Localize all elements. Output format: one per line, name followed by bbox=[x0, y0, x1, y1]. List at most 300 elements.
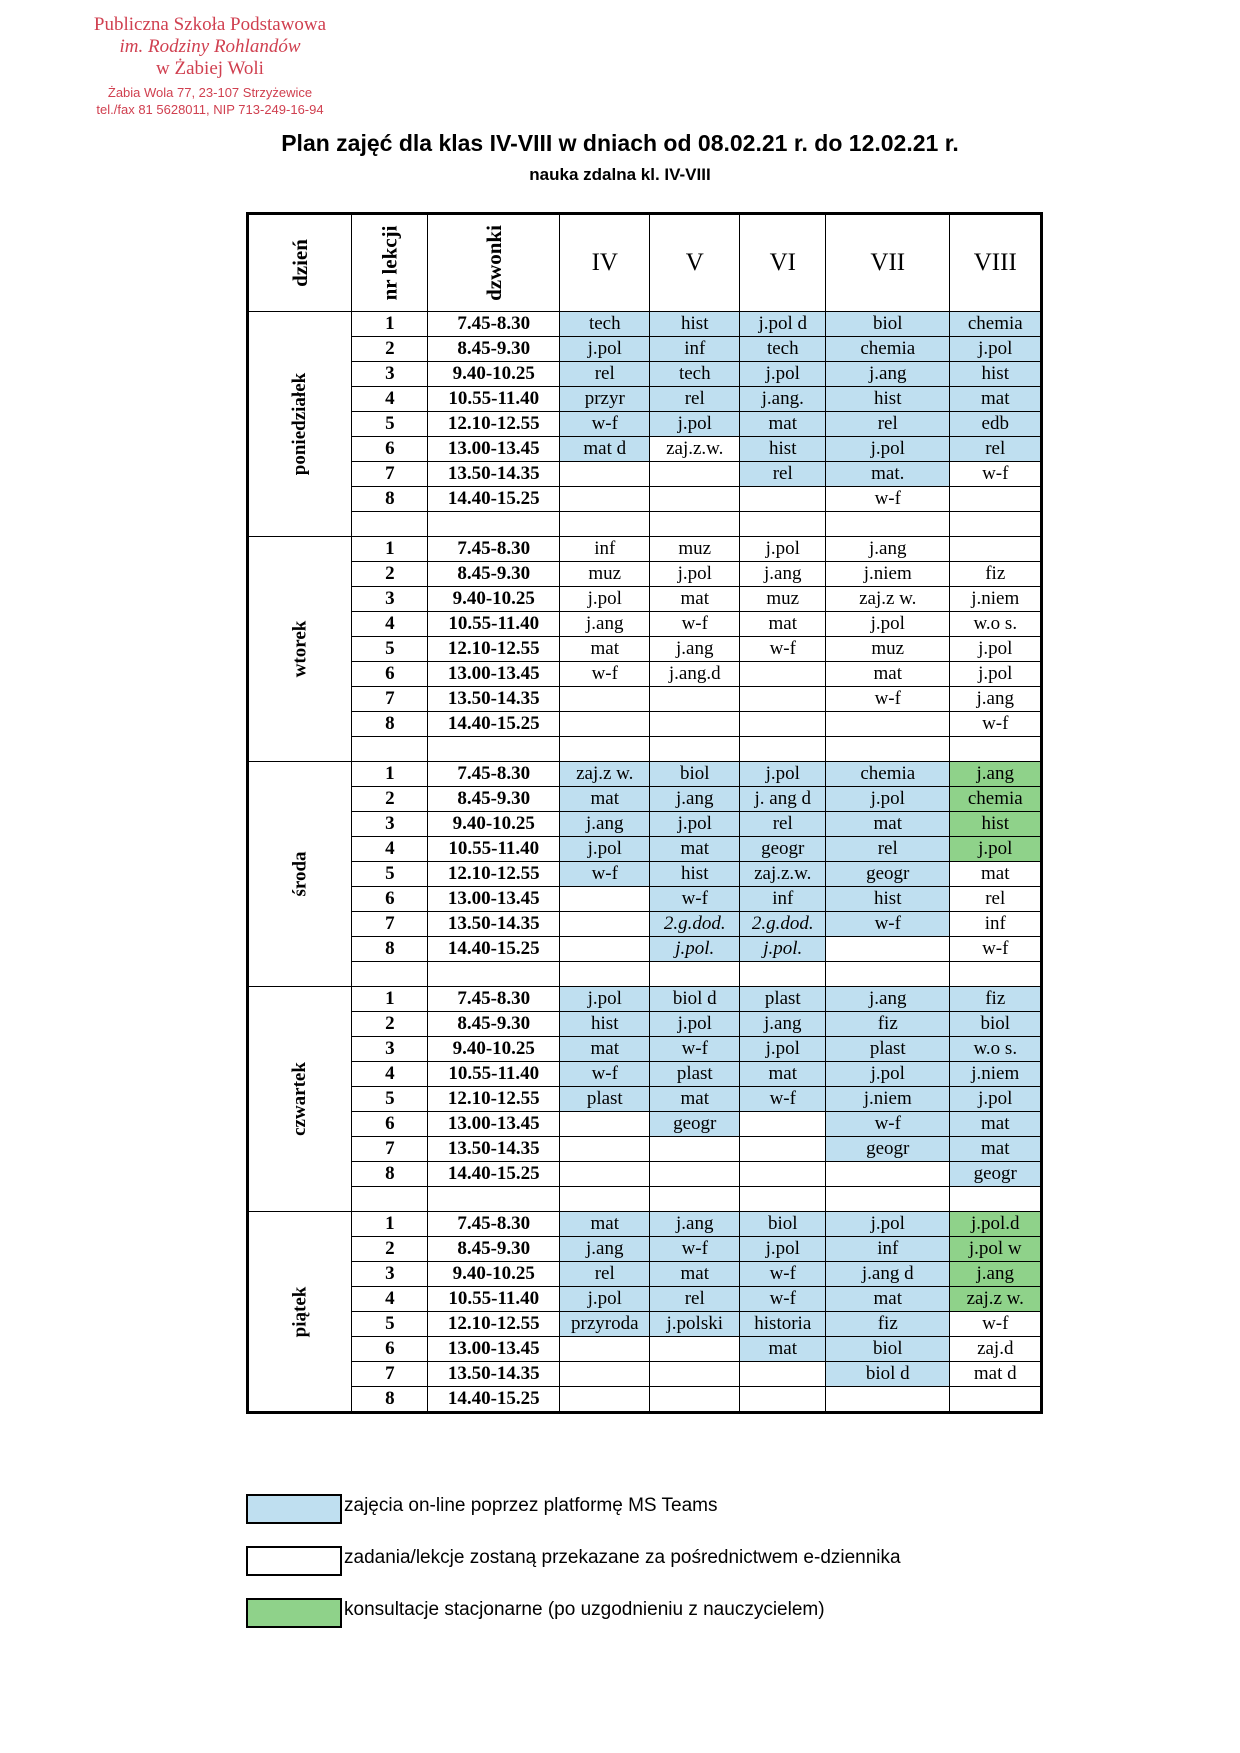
subject-cell: hist bbox=[950, 362, 1042, 387]
subject-cell: w-f bbox=[650, 887, 740, 912]
lesson-number: 8 bbox=[352, 937, 428, 962]
subject-cell: fiz bbox=[826, 1012, 950, 1037]
subject-cell bbox=[560, 1362, 650, 1387]
table-row bbox=[248, 337, 1042, 362]
lesson-number: 2 bbox=[352, 337, 428, 362]
subject-cell bbox=[740, 1137, 826, 1162]
lesson-time: 10.55-11.40 bbox=[428, 612, 560, 637]
empty-cell bbox=[428, 512, 560, 537]
subject-cell: j.ang bbox=[826, 537, 950, 562]
lesson-time: 12.10-12.55 bbox=[428, 862, 560, 887]
lesson-number: 7 bbox=[352, 687, 428, 712]
lesson-time: 10.55-11.40 bbox=[428, 837, 560, 862]
lesson-time: 7.45-8.30 bbox=[428, 987, 560, 1012]
table-row bbox=[248, 562, 1042, 587]
subject-cell: j.ang bbox=[950, 687, 1042, 712]
subject-cell: rel bbox=[740, 812, 826, 837]
header-bells: dzwonki bbox=[428, 214, 560, 312]
table-row bbox=[248, 662, 1042, 687]
subject-cell: w-f bbox=[740, 1262, 826, 1287]
subject-cell bbox=[740, 1387, 826, 1413]
table-row bbox=[248, 587, 1042, 612]
subject-cell bbox=[650, 462, 740, 487]
subject-cell: fiz bbox=[950, 987, 1042, 1012]
subject-cell: w-f bbox=[950, 462, 1042, 487]
lesson-number: 4 bbox=[352, 837, 428, 862]
subject-cell: geogr bbox=[650, 1112, 740, 1137]
subject-cell: mat d bbox=[560, 437, 650, 462]
subject-cell bbox=[740, 712, 826, 737]
subject-cell: geogr bbox=[826, 862, 950, 887]
subject-cell bbox=[560, 1337, 650, 1362]
subject-cell: chemia bbox=[826, 337, 950, 362]
subject-cell: w-f bbox=[950, 712, 1042, 737]
subject-cell: plast bbox=[740, 987, 826, 1012]
empty-cell bbox=[650, 737, 740, 762]
subject-cell: mat bbox=[950, 1137, 1042, 1162]
legend-label: konsultacje stacjonarne (po uzgodnieniu z nauczycielem) bbox=[344, 1599, 825, 1620]
subject-cell: inf bbox=[560, 537, 650, 562]
subject-cell: mat bbox=[650, 1262, 740, 1287]
lesson-number: 5 bbox=[352, 1087, 428, 1112]
lesson-time: 8.45-9.30 bbox=[428, 1012, 560, 1037]
subject-cell: tech bbox=[560, 312, 650, 337]
subject-cell: biol bbox=[826, 1337, 950, 1362]
subject-cell: mat bbox=[650, 837, 740, 862]
empty-cell bbox=[352, 1187, 428, 1212]
lesson-number: 6 bbox=[352, 1112, 428, 1137]
header-class-iv: IV bbox=[560, 214, 650, 312]
subject-cell: w-f bbox=[950, 937, 1042, 962]
subject-cell: rel bbox=[826, 412, 950, 437]
subject-cell: rel bbox=[826, 837, 950, 862]
subject-cell: hist bbox=[826, 887, 950, 912]
header-day: dzień bbox=[248, 214, 352, 312]
table-row bbox=[248, 412, 1042, 437]
stamp-line-contact: tel./fax 81 5628011, NIP 713-249-16-94 bbox=[96, 102, 324, 117]
lesson-time: 9.40-10.25 bbox=[428, 1262, 560, 1287]
subject-cell: j.pol. bbox=[740, 937, 826, 962]
school-stamp bbox=[60, 14, 360, 118]
lesson-time: 13.50-14.35 bbox=[428, 1362, 560, 1387]
subject-cell: biol d bbox=[650, 987, 740, 1012]
day-label: środa bbox=[248, 762, 352, 987]
subject-cell: 2.g.dod. bbox=[650, 912, 740, 937]
subject-cell: mat bbox=[560, 787, 650, 812]
table-row bbox=[248, 1337, 1042, 1362]
table-row bbox=[248, 362, 1042, 387]
lesson-number: 4 bbox=[352, 1062, 428, 1087]
table-row bbox=[248, 312, 1042, 337]
lesson-time: 12.10-12.55 bbox=[428, 1312, 560, 1337]
subject-cell: hist bbox=[560, 1012, 650, 1037]
subject-cell: inf bbox=[950, 912, 1042, 937]
subject-cell: j.pol bbox=[740, 362, 826, 387]
subject-cell bbox=[560, 887, 650, 912]
subject-cell: biol bbox=[650, 762, 740, 787]
subject-cell: j.ang d bbox=[826, 1262, 950, 1287]
empty-cell bbox=[650, 512, 740, 537]
subject-cell: rel bbox=[740, 462, 826, 487]
header-class-vii: VII bbox=[826, 214, 950, 312]
subject-cell: inf bbox=[740, 887, 826, 912]
subject-cell: plast bbox=[650, 1062, 740, 1087]
stamp-line-school: Publiczna Szkoła Podstawowa bbox=[93, 14, 327, 35]
table-row bbox=[248, 1162, 1042, 1187]
subject-cell: mat. bbox=[826, 462, 950, 487]
subject-cell: j. ang d bbox=[740, 787, 826, 812]
subject-cell: mat bbox=[950, 387, 1042, 412]
subject-cell: mat bbox=[560, 1212, 650, 1237]
subject-cell: j.pol bbox=[950, 662, 1042, 687]
lesson-number: 2 bbox=[352, 1237, 428, 1262]
subject-cell: 2.g.dod. bbox=[740, 912, 826, 937]
table-row bbox=[248, 687, 1042, 712]
subject-cell bbox=[740, 687, 826, 712]
empty-cell bbox=[740, 962, 826, 987]
page-title: Plan zajęć dla klas IV-VIII w dniach od 08.02.21 r. do 12.02.21 r. bbox=[281, 130, 959, 156]
subject-cell: j.pol w bbox=[950, 1237, 1042, 1262]
day-separator-row bbox=[248, 962, 1042, 987]
subject-cell: mat bbox=[560, 637, 650, 662]
empty-cell bbox=[826, 512, 950, 537]
subject-cell bbox=[560, 912, 650, 937]
subject-cell: mat bbox=[740, 612, 826, 637]
lesson-time: 14.40-15.25 bbox=[428, 487, 560, 512]
lesson-number: 7 bbox=[352, 1362, 428, 1387]
subject-cell: j.ang bbox=[650, 1212, 740, 1237]
subject-cell: w-f bbox=[560, 862, 650, 887]
subject-cell: j.pol bbox=[826, 1212, 950, 1237]
subject-cell bbox=[826, 1387, 950, 1413]
lesson-number: 2 bbox=[352, 1012, 428, 1037]
subject-cell bbox=[560, 487, 650, 512]
subject-cell bbox=[950, 537, 1042, 562]
subject-cell: mat bbox=[740, 412, 826, 437]
stamp-line-address: Żabia Wola 77, 23-107 Strzyżewice bbox=[107, 85, 313, 100]
subject-cell: j.pol bbox=[950, 837, 1042, 862]
subject-cell bbox=[826, 937, 950, 962]
table-row bbox=[248, 437, 1042, 462]
subject-cell: j.pol bbox=[650, 562, 740, 587]
empty-cell bbox=[950, 512, 1042, 537]
lesson-time: 9.40-10.25 bbox=[428, 812, 560, 837]
lesson-number: 6 bbox=[352, 662, 428, 687]
lesson-time: 8.45-9.30 bbox=[428, 787, 560, 812]
subject-cell: w-f bbox=[826, 687, 950, 712]
subject-cell: j.pol bbox=[950, 1087, 1042, 1112]
lesson-number: 5 bbox=[352, 412, 428, 437]
table-row bbox=[248, 462, 1042, 487]
header-class-v: V bbox=[650, 214, 740, 312]
table-row bbox=[248, 1137, 1042, 1162]
subject-cell bbox=[650, 712, 740, 737]
subject-cell: w-f bbox=[560, 412, 650, 437]
subject-cell bbox=[560, 937, 650, 962]
subject-cell bbox=[950, 487, 1042, 512]
lesson-number: 1 bbox=[352, 537, 428, 562]
lesson-time: 9.40-10.25 bbox=[428, 587, 560, 612]
lesson-time: 14.40-15.25 bbox=[428, 1162, 560, 1187]
lesson-number: 5 bbox=[352, 637, 428, 662]
lesson-time: 14.40-15.25 bbox=[428, 937, 560, 962]
subject-cell: hist bbox=[740, 437, 826, 462]
table-row bbox=[248, 1287, 1042, 1312]
header-lesson-number: nr lekcji bbox=[352, 214, 428, 312]
subject-cell: j.ang.d bbox=[650, 662, 740, 687]
subject-cell: j.pol bbox=[740, 762, 826, 787]
subject-cell: j.pol bbox=[650, 1012, 740, 1037]
table-row bbox=[248, 712, 1042, 737]
table-row bbox=[248, 862, 1042, 887]
subject-cell: j.pol bbox=[560, 987, 650, 1012]
subject-cell: zaj.z.w. bbox=[740, 862, 826, 887]
subject-cell: w.o s. bbox=[950, 612, 1042, 637]
stamp-line-town: w Żabiej Woli bbox=[156, 58, 264, 79]
subject-cell: j.ang. bbox=[740, 387, 826, 412]
subject-cell: mat bbox=[950, 862, 1042, 887]
subject-cell: w-f bbox=[826, 912, 950, 937]
subject-cell bbox=[650, 1387, 740, 1413]
lesson-time: 7.45-8.30 bbox=[428, 1212, 560, 1237]
subject-cell: zaj.z w. bbox=[826, 587, 950, 612]
lesson-number: 5 bbox=[352, 862, 428, 887]
table-row bbox=[248, 537, 1042, 562]
subject-cell: w-f bbox=[826, 1112, 950, 1137]
subject-cell: w-f bbox=[650, 1037, 740, 1062]
legend-swatch bbox=[246, 1494, 342, 1524]
subject-cell: chemia bbox=[950, 787, 1042, 812]
lesson-number: 8 bbox=[352, 1387, 428, 1413]
lesson-number: 8 bbox=[352, 487, 428, 512]
lesson-time: 7.45-8.30 bbox=[428, 537, 560, 562]
subject-cell bbox=[650, 1337, 740, 1362]
subject-cell bbox=[650, 487, 740, 512]
subject-cell bbox=[560, 462, 650, 487]
lesson-number: 8 bbox=[352, 712, 428, 737]
subject-cell: mat bbox=[740, 1062, 826, 1087]
table-row bbox=[248, 1237, 1042, 1262]
table-row bbox=[248, 837, 1042, 862]
table-row bbox=[248, 1312, 1042, 1337]
lesson-time: 12.10-12.55 bbox=[428, 637, 560, 662]
lesson-time: 12.10-12.55 bbox=[428, 412, 560, 437]
table-row bbox=[248, 1062, 1042, 1087]
empty-cell bbox=[740, 737, 826, 762]
subject-cell: j.polski bbox=[650, 1312, 740, 1337]
subject-cell bbox=[560, 1387, 650, 1413]
lesson-number: 4 bbox=[352, 612, 428, 637]
subject-cell: rel bbox=[650, 387, 740, 412]
empty-cell bbox=[352, 737, 428, 762]
subject-cell: j.pol bbox=[560, 1287, 650, 1312]
subject-cell bbox=[560, 712, 650, 737]
legend-label: zadania/lekcje zostaną przekazane za pośrednictwem e-dziennika bbox=[344, 1547, 901, 1568]
table-row bbox=[248, 762, 1042, 787]
empty-cell bbox=[950, 962, 1042, 987]
subject-cell: w-f bbox=[826, 487, 950, 512]
subject-cell: mat d bbox=[950, 1362, 1042, 1387]
subject-cell bbox=[740, 487, 826, 512]
lesson-time: 7.45-8.30 bbox=[428, 312, 560, 337]
legend-swatch bbox=[246, 1598, 342, 1628]
table-row bbox=[248, 387, 1042, 412]
empty-cell bbox=[950, 1187, 1042, 1212]
empty-cell bbox=[950, 737, 1042, 762]
header-class-vi: VI bbox=[740, 214, 826, 312]
empty-cell bbox=[740, 512, 826, 537]
subject-cell: j.ang bbox=[826, 362, 950, 387]
lesson-time: 8.45-9.30 bbox=[428, 562, 560, 587]
subject-cell: zaj.z w. bbox=[950, 1287, 1042, 1312]
subject-cell: tech bbox=[650, 362, 740, 387]
subject-cell: plast bbox=[826, 1037, 950, 1062]
day-separator-row bbox=[248, 737, 1042, 762]
lesson-time: 12.10-12.55 bbox=[428, 1087, 560, 1112]
subject-cell: fiz bbox=[950, 562, 1042, 587]
lesson-time: 10.55-11.40 bbox=[428, 1287, 560, 1312]
subject-cell: mat bbox=[826, 662, 950, 687]
lesson-number: 7 bbox=[352, 912, 428, 937]
subject-cell: mat bbox=[740, 1337, 826, 1362]
subject-cell: rel bbox=[950, 437, 1042, 462]
subject-cell bbox=[650, 1162, 740, 1187]
table-row bbox=[248, 1037, 1042, 1062]
subject-cell: j.pol bbox=[740, 1237, 826, 1262]
subject-cell: mat bbox=[650, 587, 740, 612]
subject-cell: j.pol.d bbox=[950, 1212, 1042, 1237]
subject-cell: j.pol bbox=[950, 337, 1042, 362]
subject-cell: hist bbox=[826, 387, 950, 412]
table-row bbox=[248, 937, 1042, 962]
day-separator-row bbox=[248, 1187, 1042, 1212]
subject-cell: w-f bbox=[560, 662, 650, 687]
subject-cell: biol bbox=[950, 1012, 1042, 1037]
lesson-number: 5 bbox=[352, 1312, 428, 1337]
subject-cell: w-f bbox=[740, 1287, 826, 1312]
subject-cell: j.niem bbox=[826, 562, 950, 587]
table-row bbox=[248, 912, 1042, 937]
subject-cell: j.pol bbox=[950, 637, 1042, 662]
subject-cell: w.o s. bbox=[950, 1037, 1042, 1062]
empty-cell bbox=[650, 962, 740, 987]
subject-cell bbox=[826, 712, 950, 737]
legend-swatch bbox=[246, 1546, 342, 1576]
subject-cell bbox=[740, 1162, 826, 1187]
lesson-number: 6 bbox=[352, 887, 428, 912]
lesson-time: 13.00-13.45 bbox=[428, 662, 560, 687]
subject-cell bbox=[740, 662, 826, 687]
subject-cell: muz bbox=[826, 637, 950, 662]
stamp-line-patron: im. Rodziny Rohlandów bbox=[119, 36, 301, 57]
subject-cell: j.niem bbox=[826, 1087, 950, 1112]
subject-cell: j.pol bbox=[560, 837, 650, 862]
subject-cell: j.ang bbox=[740, 1012, 826, 1037]
subject-cell: j.pol bbox=[740, 1037, 826, 1062]
lesson-number: 3 bbox=[352, 812, 428, 837]
lesson-time: 8.45-9.30 bbox=[428, 337, 560, 362]
subject-cell bbox=[650, 687, 740, 712]
lesson-number: 1 bbox=[352, 762, 428, 787]
table-row bbox=[248, 787, 1042, 812]
header-class-viii: VIII bbox=[950, 214, 1042, 312]
empty-cell bbox=[428, 1187, 560, 1212]
empty-cell bbox=[560, 1187, 650, 1212]
subject-cell: muz bbox=[560, 562, 650, 587]
subject-cell: mat bbox=[650, 1087, 740, 1112]
table-row bbox=[248, 612, 1042, 637]
subject-cell: j.pol bbox=[650, 812, 740, 837]
subject-cell: fiz bbox=[826, 1312, 950, 1337]
lesson-number: 7 bbox=[352, 462, 428, 487]
subject-cell: j.pol bbox=[650, 412, 740, 437]
subject-cell: chemia bbox=[950, 312, 1042, 337]
table-row bbox=[248, 1387, 1042, 1413]
table-row bbox=[248, 1087, 1042, 1112]
lesson-number: 2 bbox=[352, 787, 428, 812]
lesson-number: 1 bbox=[352, 1212, 428, 1237]
subject-cell bbox=[560, 687, 650, 712]
empty-cell bbox=[352, 962, 428, 987]
subject-cell: j.pol bbox=[826, 787, 950, 812]
lesson-time: 10.55-11.40 bbox=[428, 1062, 560, 1087]
subject-cell: mat bbox=[560, 1037, 650, 1062]
subject-cell: geogr bbox=[740, 837, 826, 862]
subject-cell: mat bbox=[950, 1112, 1042, 1137]
table-row bbox=[248, 987, 1042, 1012]
lesson-number: 1 bbox=[352, 312, 428, 337]
subject-cell: geogr bbox=[826, 1137, 950, 1162]
empty-cell bbox=[826, 737, 950, 762]
lesson-time: 10.55-11.40 bbox=[428, 387, 560, 412]
subject-cell bbox=[560, 1137, 650, 1162]
day-label: wtorek bbox=[248, 537, 352, 762]
lesson-number: 3 bbox=[352, 1037, 428, 1062]
subject-cell: j.pol d bbox=[740, 312, 826, 337]
subject-cell: przyr bbox=[560, 387, 650, 412]
table-row bbox=[248, 1212, 1042, 1237]
lesson-number: 4 bbox=[352, 1287, 428, 1312]
subject-cell: j.ang bbox=[560, 812, 650, 837]
subject-cell: j.ang bbox=[826, 987, 950, 1012]
empty-cell bbox=[650, 1187, 740, 1212]
subject-cell: edb bbox=[950, 412, 1042, 437]
lesson-number: 3 bbox=[352, 362, 428, 387]
lesson-time: 13.00-13.45 bbox=[428, 887, 560, 912]
subject-cell: muz bbox=[740, 587, 826, 612]
subject-cell bbox=[560, 1112, 650, 1137]
lesson-time: 13.50-14.35 bbox=[428, 687, 560, 712]
lesson-number: 4 bbox=[352, 387, 428, 412]
subject-cell bbox=[950, 1387, 1042, 1413]
lesson-number: 7 bbox=[352, 1137, 428, 1162]
subject-cell: geogr bbox=[950, 1162, 1042, 1187]
subject-cell: w-f bbox=[650, 1237, 740, 1262]
subject-cell: j.ang bbox=[560, 612, 650, 637]
table-row bbox=[248, 637, 1042, 662]
subject-cell: j.pol bbox=[560, 337, 650, 362]
lesson-number: 8 bbox=[352, 1162, 428, 1187]
lesson-time: 13.50-14.35 bbox=[428, 912, 560, 937]
empty-cell bbox=[428, 737, 560, 762]
lesson-number: 6 bbox=[352, 1337, 428, 1362]
subject-cell: j.niem bbox=[950, 587, 1042, 612]
header-row bbox=[248, 214, 1042, 312]
empty-cell bbox=[826, 1187, 950, 1212]
lesson-number: 3 bbox=[352, 1262, 428, 1287]
subject-cell: w-f bbox=[740, 637, 826, 662]
table-row bbox=[248, 1262, 1042, 1287]
